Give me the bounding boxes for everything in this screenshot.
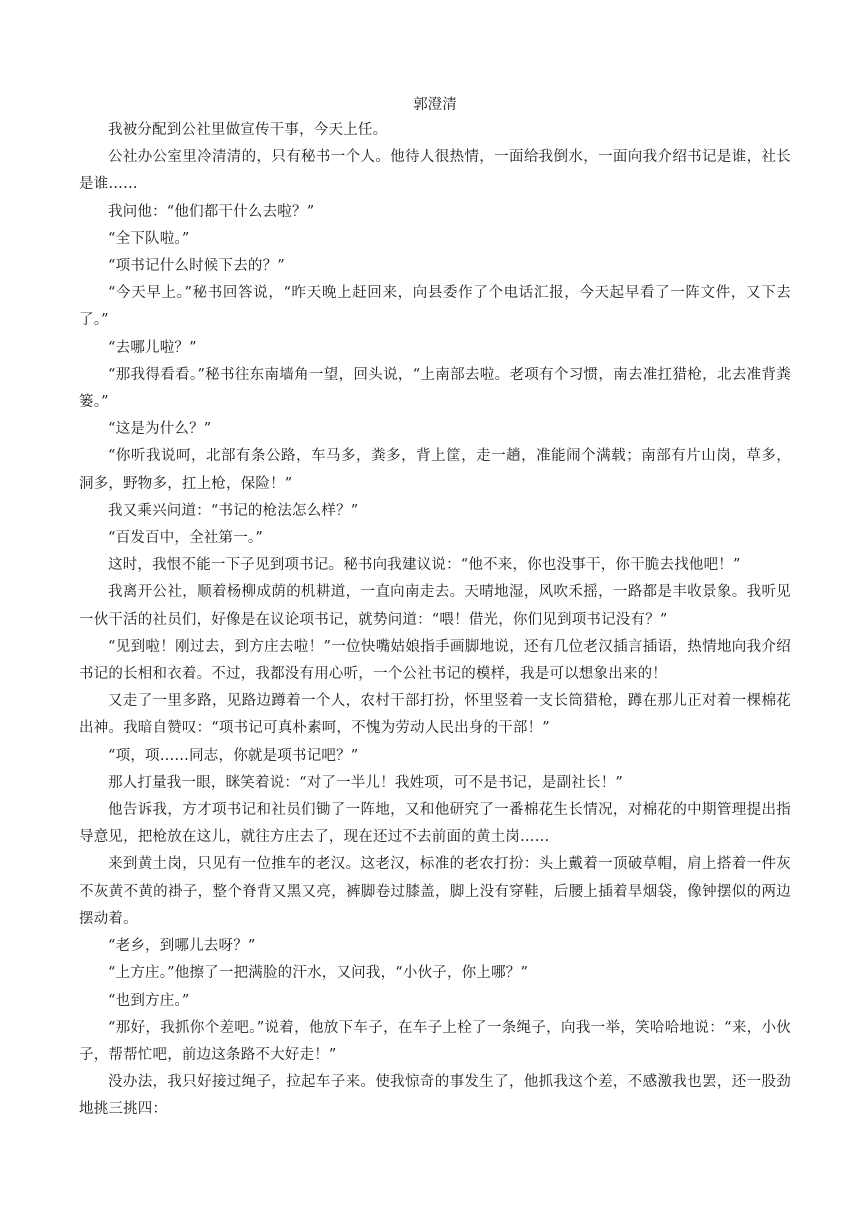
paragraph: “今天早上。”秘书回答说，“昨天晚上赶回来，向县委作了个电话汇报，今天起早看了一阵文件，又下去了。” — [79, 285, 791, 329]
paragraph: 那人打量我一眼，眯笑着说：“对了一半儿！我姓项，可不是书记，是副社长！” — [108, 774, 624, 791]
paragraph: “这是为什么？” — [108, 421, 212, 438]
paragraph: 来到黄土岗，只见有一位推车的老汉。这老汉，标准的老农打扮：头上戴着一顶破草帽，肩上搭着一件灰不灰黄不黄的褂子，整个脊背又黑又亮，裤脚卷过膝盖，脚上没有穿鞋，后腰上插着旱烟袋，像钟摆似的两边摆动着。 — [79, 856, 791, 927]
paragraph: “老乡，到哪儿去呀？” — [108, 938, 256, 955]
paragraph: 这时，我恨不能一下子见到项书记。秘书向我建议说：“他不来，你也没事干，你干脆去找他吧！” — [108, 557, 741, 574]
paragraph: 他告诉我，方才项书记和社员们锄了一阵地，又和他研究了一番棉花生长情况，对棉花的中期管理提出指导意见，把枪放在这儿，就往方庄去了，现在还过不去前面的黄土岗…… — [79, 802, 791, 846]
paragraph: 没办法，我只好接过绳子，拉起车子来。使我惊奇的事发生了，他抓我这个差，不感激我也罢，还一股劲地挑三挑四： — [79, 1074, 791, 1118]
paragraph: 公社办公室里冷清清的，只有秘书一个人。他待人很热情，一面给我倒水，一面向我介绍书记是谁，社长是谁…… — [79, 149, 791, 193]
paragraph: “去哪儿啦？” — [108, 339, 197, 356]
paragraph: “全下队啦。” — [108, 230, 190, 247]
paragraph: “见到啦！刚过去，到方庄去啦！”一位快嘴姑娘指手画脚地说，还有几位老汉插言插语，热情地向我介绍书记的长相和衣着。不过，我都没有用心听，一个公社书记的模样，我是可以想象出来的！ — [79, 638, 791, 683]
author-name: 郭澄清 — [413, 97, 457, 113]
paragraph: “那好，我抓你个差吧。”说着，他放下车子，在车子上栓了一条绳子，向我一举，笑哈哈地说：“来，小伙子，帮帮忙吧，前边这条路不大好走！” — [79, 1019, 791, 1063]
paragraph: 我被分配到公社里做宣传干事，今天上任。 — [108, 122, 388, 138]
paragraph: “也到方庄。” — [108, 992, 190, 1009]
document-page — [79, 93, 791, 1124]
paragraph: 我又乘兴问道：“书记的枪法怎么样？” — [108, 502, 359, 519]
paragraph: “项书记什么时候下去的？” — [108, 258, 285, 275]
paragraph: 我离开公社，顺着杨柳成荫的机耕道，一直向南走去。天晴地湿，风吹禾摇，一路都是丰收景象。我听见一伙干活的社员们，好像是在议论项书记，就势问道：“喂！借光，你们见到项书记没有？” — [79, 584, 791, 628]
paragraph: 我问他：“他们都干什么去啦？” — [108, 203, 315, 220]
paragraph: “你听我说呵，北部有条公路，车马多，粪多，背上筐，走一趟，准能闹个满载；南部有片山岗，草多，洞多，野物多，扛上枪，保险！” — [79, 448, 791, 492]
paragraph: “百发百中，全社第一。” — [108, 530, 263, 547]
paragraph: 又走了一里多路，见路边蹲着一个人，农村干部打扮，怀里竖着一支长筒猎枪，蹲在那儿正对着一棵棉花出神。我暗自赞叹：“项书记可真朴素呵，不愧为劳动人民出身的干部！” — [79, 693, 791, 737]
paragraph: “那我得看看。”秘书往东南墙角一望，回头说，“上南部去啦。老项有个习惯，南去准扛猎枪，北去准背粪篓。” — [79, 366, 791, 411]
story-body — [79, 117, 791, 1124]
paragraph: “项，项……同志，你就是项书记吧？” — [108, 747, 359, 764]
paragraph: “上方庄。”他擦了一把满脸的汗水，又问我，“小伙子，你上哪？” — [108, 965, 529, 982]
